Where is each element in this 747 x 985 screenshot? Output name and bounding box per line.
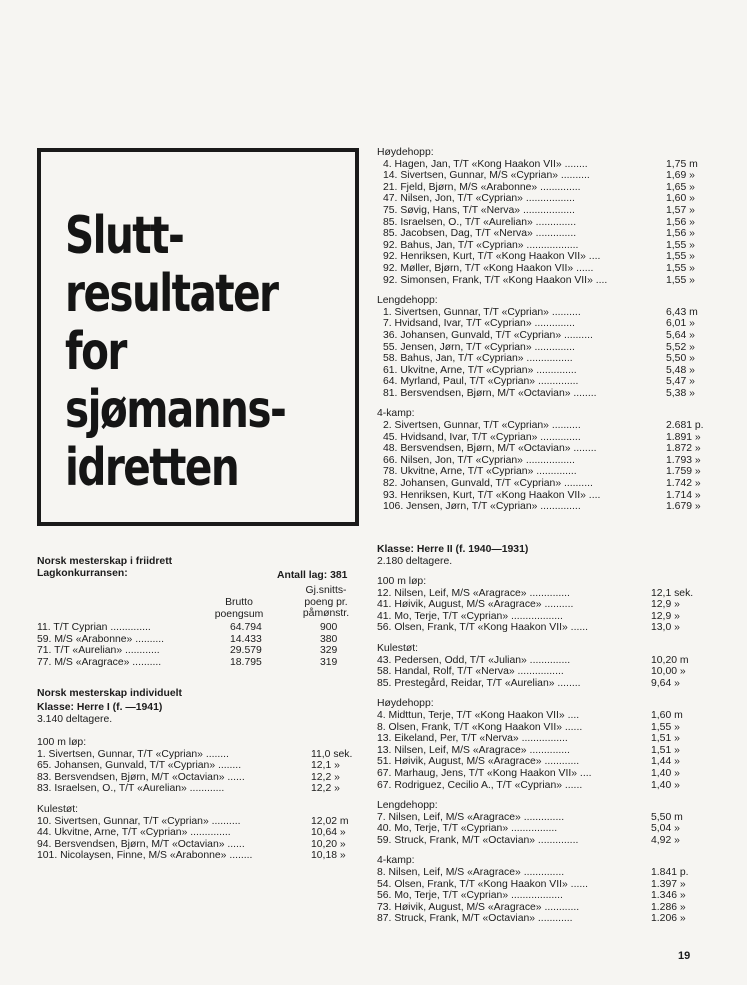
result-name: 56. Mo, Terje, T/T «Cyprian» .................. xyxy=(377,890,563,902)
result-row xyxy=(377,478,707,490)
page-number: 19 xyxy=(678,950,691,962)
class-sub-1: 3.140 deltagere. xyxy=(37,714,113,725)
result-name: 48. Bersvendsen, Bjørn, M/T «Octavian» ........ xyxy=(383,443,597,455)
col-head-gj-line: Gj.snitts- xyxy=(305,585,347,596)
section-label: Høydehopp: xyxy=(377,147,434,158)
result-value: 5,50 » xyxy=(666,353,695,365)
lag-table xyxy=(37,622,357,668)
result-name: 73. Høivik, August, M/S «Aragrace» ............ xyxy=(377,901,580,913)
result-value: 1,65 » xyxy=(666,181,695,193)
result-row xyxy=(377,170,707,182)
result-value: 12,02 m xyxy=(311,815,349,827)
result-row xyxy=(377,490,707,502)
result-value: 1,40 » xyxy=(651,779,680,791)
right-results-a xyxy=(377,147,707,513)
result-value: 5,52 » xyxy=(666,341,695,353)
result-name: 85. Jacobsen, Dag, T/T «Nerva» .............. xyxy=(383,228,577,240)
result-name: 94. Bersvendsen, Bjørn, M/T «Octavian» ...... xyxy=(37,838,245,850)
result-row xyxy=(377,466,707,478)
result-value: 1,69 » xyxy=(666,170,695,182)
result-name: 83. Israelsen, O., T/T «Aurelian» ............ xyxy=(37,783,225,795)
section-gap xyxy=(377,791,707,800)
lag-brutto: 14.433 xyxy=(230,633,262,645)
antall-lag: Antall lag: 381 xyxy=(277,570,348,581)
result-row xyxy=(377,733,707,745)
result-row xyxy=(377,365,707,377)
result-name: 54. Olsen, Frank, T/T «Kong Haakon VII» ...... xyxy=(377,878,588,890)
result-name: 21. Fjeld, Bjørn, M/S «Arabonne» .............. xyxy=(383,181,581,193)
result-value: 10,20 m xyxy=(651,654,689,666)
title-line: Slutt- xyxy=(65,206,184,266)
lag-row xyxy=(37,645,357,657)
lag-name: 59. M/S «Arabonne» .......... xyxy=(37,633,165,645)
result-value: 1,56 » xyxy=(666,228,695,240)
result-name: 41. Mo, Terje, T/T «Cyprian» .................. xyxy=(377,610,563,622)
result-value: 5,47 » xyxy=(666,376,695,388)
result-row xyxy=(377,588,707,600)
result-name: 85. Prestegård, Reidar, T/T «Aurelian» ........ xyxy=(377,677,581,689)
result-row xyxy=(377,678,707,690)
result-name: 92. Bahus, Jan, T/T «Cyprian» .................. xyxy=(383,239,579,251)
result-name: 7. Hvidsand, Ivar, T/T «Cyprian» .............. xyxy=(383,318,575,330)
result-value: 12,2 » xyxy=(311,783,340,795)
result-row xyxy=(377,768,707,780)
result-row xyxy=(377,867,707,879)
result-row xyxy=(377,228,707,240)
result-row xyxy=(377,812,707,824)
result-value: 1.346 » xyxy=(651,890,686,902)
result-value: 1,60 » xyxy=(666,193,695,205)
result-row xyxy=(377,307,707,319)
lag-name: 71. T/T «Aurelian» ............ xyxy=(37,645,160,657)
title-line: idretten xyxy=(65,438,239,498)
result-value: 10,64 » xyxy=(311,827,346,839)
result-row xyxy=(377,193,707,205)
section-gap xyxy=(37,795,357,804)
result-value: 1,55 » xyxy=(666,251,695,263)
result-value: 1,51 » xyxy=(651,744,680,756)
result-row xyxy=(37,749,357,761)
result-row xyxy=(377,823,707,835)
result-row xyxy=(37,816,357,828)
result-row xyxy=(37,839,357,851)
result-name: 64. Myrland, Paul, T/T «Cyprian» .............. xyxy=(383,376,579,388)
result-value: 5,64 » xyxy=(666,329,695,341)
result-value: 4,92 » xyxy=(651,834,680,846)
section-label: 4-kamp: xyxy=(377,855,415,867)
result-name: 85. Israelsen, O., T/T «Aurelian» .............. xyxy=(383,216,577,228)
result-name: 40. Mo, Terje, T/T «Cyprian» ................ xyxy=(377,823,558,835)
result-name: 12. Nilsen, Leif, M/S «Aragrace» .............. xyxy=(377,587,570,599)
class-sub-2: 2.180 deltagere. xyxy=(377,556,453,567)
result-row xyxy=(377,205,707,217)
result-name: 14. Sivertsen, Gunnar, M/S «Cyprian» .......... xyxy=(383,170,590,182)
lag-brutto: 29.579 xyxy=(230,645,262,657)
lag-row xyxy=(37,634,357,646)
result-row xyxy=(377,835,707,847)
result-row xyxy=(377,443,707,455)
result-row xyxy=(37,760,357,772)
result-row xyxy=(377,622,707,634)
result-name: 10. Sivertsen, Gunnar, T/T «Cyprian» .......... xyxy=(37,815,241,827)
result-row xyxy=(377,217,707,229)
col-head-brutto xyxy=(206,597,272,620)
result-name: 51. Høivik, August, M/S «Aragrace» ............ xyxy=(377,756,580,768)
result-value: 1,75 m xyxy=(666,158,698,170)
result-row xyxy=(377,318,707,330)
lag-row xyxy=(37,622,357,634)
result-row xyxy=(377,913,707,925)
ind-heading: Norsk mesterskap individuelt xyxy=(37,688,182,699)
result-name: 13. Nilsen, Leif, M/S «Aragrace» .............. xyxy=(377,744,570,756)
section-label: Lengdehopp: xyxy=(377,800,438,812)
section-label: 4-kamp: xyxy=(377,408,415,420)
section-label: Kulestøt: xyxy=(377,642,418,654)
result-row xyxy=(377,342,707,354)
left-results xyxy=(37,737,357,862)
col-head-brutto-line: poengsum xyxy=(214,608,264,620)
result-value: 1.841 p. xyxy=(651,867,689,879)
col-head-gj-line: påmønstr. xyxy=(302,608,350,620)
result-name: 78. Ukvitne, Arne, T/T «Cyprian» .............. xyxy=(383,466,577,478)
result-value: 10,00 » xyxy=(651,666,686,678)
lag-gj: 380 xyxy=(320,633,338,645)
result-row xyxy=(377,902,707,914)
result-name: 41. Høivik, August, M/S «Aragrace» .......... xyxy=(377,599,574,611)
result-row xyxy=(377,353,707,365)
result-name: 87. Struck, Frank, M/T «Octavian» ............ xyxy=(377,913,573,925)
result-value: 5,48 » xyxy=(666,364,695,376)
lag-heading-2: Lagkonkurransen: xyxy=(37,568,128,579)
result-value: 1,55 » xyxy=(666,274,695,286)
result-name: 101. Nicolaysen, Finne, M/S «Arabonne» ........ xyxy=(37,850,253,862)
lag-brutto: 18.795 xyxy=(230,656,262,668)
result-value: 1.891 » xyxy=(666,431,701,443)
section-label: 100 m løp: xyxy=(37,737,87,748)
result-value: 13,0 » xyxy=(651,622,680,634)
title-box xyxy=(37,148,359,526)
result-value: 1,55 » xyxy=(666,239,695,251)
result-name: 67. Marhaug, Jens, T/T «Kong Haakon VII» .... xyxy=(377,767,592,779)
result-row xyxy=(377,780,707,792)
result-row xyxy=(377,501,707,513)
result-row xyxy=(377,722,707,734)
result-name: 92. Henriksen, Kurt, T/T «Kong Haakon VII» .... xyxy=(383,251,601,263)
result-row xyxy=(37,772,357,784)
lag-name: 77. M/S «Aragrace» .......... xyxy=(37,656,162,668)
result-row xyxy=(377,388,707,400)
result-row xyxy=(377,879,707,891)
result-name: 93. Henriksen, Kurt, T/T «Kong Haakon VII» .... xyxy=(383,489,601,501)
lag-gj: 319 xyxy=(320,656,338,668)
col-head-gj-line: poeng pr. xyxy=(304,596,348,608)
result-value: 1,56 » xyxy=(666,216,695,228)
result-row xyxy=(377,756,707,768)
result-name: 7. Nilsen, Leif, M/S «Aragrace» .............. xyxy=(377,811,565,823)
result-name: 61. Ukvitne, Arne, T/T «Cyprian» .............. xyxy=(383,364,577,376)
result-name: 45. Hvidsand, Ivar, T/T «Cyprian» .............. xyxy=(383,431,581,443)
result-name: 83. Bersvendsen, Bjørn, M/T «Octavian» ...... xyxy=(37,771,245,783)
result-name: 36. Johansen, Gunvald, T/T «Cyprian» .......... xyxy=(383,329,593,341)
result-name: 43. Pedersen, Odd, T/T «Julian» .............. xyxy=(377,654,571,666)
lag-gj: 329 xyxy=(320,645,338,657)
result-value: 2.681 p. xyxy=(666,420,704,432)
title-line: resultater xyxy=(65,264,278,324)
result-row xyxy=(377,182,707,194)
result-row xyxy=(377,666,707,678)
col-head-gj xyxy=(293,585,359,620)
result-name: 13. Eikeland, Per, T/T «Nerva» ................ xyxy=(377,733,568,745)
lag-row xyxy=(37,657,357,669)
section-label: Kulestøt: xyxy=(37,803,78,815)
right-results-b xyxy=(377,576,707,925)
lag-heading-1: Norsk mesterskap i friidrett xyxy=(37,556,173,567)
result-name: 58. Handal, Rolf, T/T «Nerva» ................ xyxy=(377,666,564,678)
result-row xyxy=(377,251,707,263)
section-label: Høydehopp: xyxy=(377,698,434,710)
result-value: 1.872 » xyxy=(666,443,701,455)
result-value: 1,60 m xyxy=(651,709,683,721)
result-value: 10,20 » xyxy=(311,838,346,850)
result-row xyxy=(377,263,707,275)
result-value: 9,64 » xyxy=(651,677,680,689)
result-value: 1.679 » xyxy=(666,501,701,513)
result-name: 1. Sivertsen, Gunnar, T/T «Cyprian» .......... xyxy=(383,306,581,318)
section-gap xyxy=(377,846,707,855)
section-label: Lengdehopp: xyxy=(377,295,438,307)
result-name: 67. Rodriguez, Cecilio A., T/T «Cyprian» ...... xyxy=(377,779,583,791)
result-value: 1,55 » xyxy=(651,721,680,733)
result-value: 1,57 » xyxy=(666,204,695,216)
result-value: 12,1 » xyxy=(311,760,340,772)
result-name: 92. Møller, Bjørn, T/T «Kong Haakon VII» ...... xyxy=(383,262,594,274)
result-name: 8. Olsen, Frank, T/T «Kong Haakon VII» ...... xyxy=(377,721,583,733)
result-value: 1.759 » xyxy=(666,466,701,478)
result-value: 1,40 » xyxy=(651,767,680,779)
result-value: 1.286 » xyxy=(651,901,686,913)
section-gap xyxy=(377,689,707,698)
result-name: 106. Jensen, Jørn, T/T «Cyprian» .............. xyxy=(383,501,581,513)
result-value: 5,38 » xyxy=(666,387,695,399)
section-gap xyxy=(377,399,707,408)
result-name: 58. Bahus, Jan, T/T «Cyprian» ................ xyxy=(383,353,573,365)
result-row xyxy=(377,159,707,171)
result-row xyxy=(37,850,357,862)
col-head-brutto-line: Brutto xyxy=(225,597,253,608)
result-value: 5,50 m xyxy=(651,811,683,823)
result-value: 5,04 » xyxy=(651,823,680,835)
result-name: 2. Sivertsen, Gunnar, T/T «Cyprian» .......... xyxy=(383,420,581,432)
result-row xyxy=(377,655,707,667)
result-value: 1.206 » xyxy=(651,913,686,925)
result-row xyxy=(377,240,707,252)
result-row xyxy=(37,827,357,839)
result-name: 66. Nilsen, Jon, T/T «Cyprian» ................. xyxy=(383,454,575,466)
lag-gj: 900 xyxy=(320,622,338,633)
result-value: 6,01 » xyxy=(666,318,695,330)
result-name: 44. Ukvitne, Arne, T/T «Cyprian» .............. xyxy=(37,827,231,839)
result-row xyxy=(377,611,707,623)
title-line: for xyxy=(65,322,126,382)
result-name: 65. Johansen, Gunvald, T/T «Cyprian» ........ xyxy=(37,760,242,772)
result-value: 12,9 » xyxy=(651,610,680,622)
result-name: 56. Olsen, Frank, T/T «Kong Haakon VII» ...... xyxy=(377,622,588,634)
title-line: sjømanns- xyxy=(65,380,286,440)
result-row xyxy=(377,599,707,611)
section-label: 100 m løp: xyxy=(377,576,427,587)
result-value: 12,2 » xyxy=(311,771,340,783)
result-row xyxy=(377,275,707,287)
class-heading-2: Klasse: Herre II (f. 1940—1931) xyxy=(377,544,529,555)
result-name: 59. Struck, Frank, M/T «Octavian» .............. xyxy=(377,834,579,846)
result-name: 4. Hagen, Jan, T/T «Kong Haakon VII» ........ xyxy=(383,158,588,170)
result-value: 1.742 » xyxy=(666,478,701,490)
class-heading-1: Klasse: Herre I (f. —1941) xyxy=(37,702,163,713)
result-value: 12,9 » xyxy=(651,599,680,611)
result-name: 1. Sivertsen, Gunnar, T/T «Cyprian» ........ xyxy=(37,748,229,760)
result-value: 1,44 » xyxy=(651,756,680,768)
result-name: 47. Nilsen, Jon, T/T «Cyprian» ................. xyxy=(383,193,575,205)
result-row xyxy=(377,420,707,432)
result-name: 92. Simonsen, Frank, T/T «Kong Haakon VII» .... xyxy=(383,274,608,286)
section-gap xyxy=(377,634,707,643)
lag-brutto: 64.794 xyxy=(230,622,262,633)
result-row xyxy=(377,330,707,342)
result-value: 1.793 » xyxy=(666,454,701,466)
result-value: 6,43 m xyxy=(666,306,698,318)
result-name: 55. Jensen, Jørn, T/T «Cyprian» .............. xyxy=(383,341,575,353)
result-row xyxy=(37,783,357,795)
result-name: 81. Bersvendsen, Bjørn, M/T «Octavian» ........ xyxy=(383,387,597,399)
result-row xyxy=(377,432,707,444)
result-row xyxy=(377,710,707,722)
result-value: 11,0 sek. xyxy=(311,748,353,760)
result-row xyxy=(377,376,707,388)
result-value: 1.397 » xyxy=(651,878,686,890)
section-gap xyxy=(377,286,707,295)
result-value: 1.714 » xyxy=(666,489,701,501)
result-value: 1,55 » xyxy=(666,262,695,274)
result-row xyxy=(377,455,707,467)
result-row xyxy=(377,745,707,757)
result-value: 10,18 » xyxy=(311,850,346,862)
result-name: 8. Nilsen, Leif, M/S «Aragrace» .............. xyxy=(377,867,565,879)
result-name: 75. Søvig, Hans, T/T «Nerva» .................. xyxy=(383,204,575,216)
result-name: 4. Midttun, Terje, T/T «Kong Haakon VII» .... xyxy=(377,709,580,721)
result-name: 82. Johansen, Gunvald, T/T «Cyprian» .......... xyxy=(383,478,593,490)
result-value: 1,51 » xyxy=(651,733,680,745)
result-row xyxy=(377,890,707,902)
result-value: 12,1 sek. xyxy=(651,587,694,599)
lag-name: 11. T/T Cyprian .............. xyxy=(37,622,151,633)
